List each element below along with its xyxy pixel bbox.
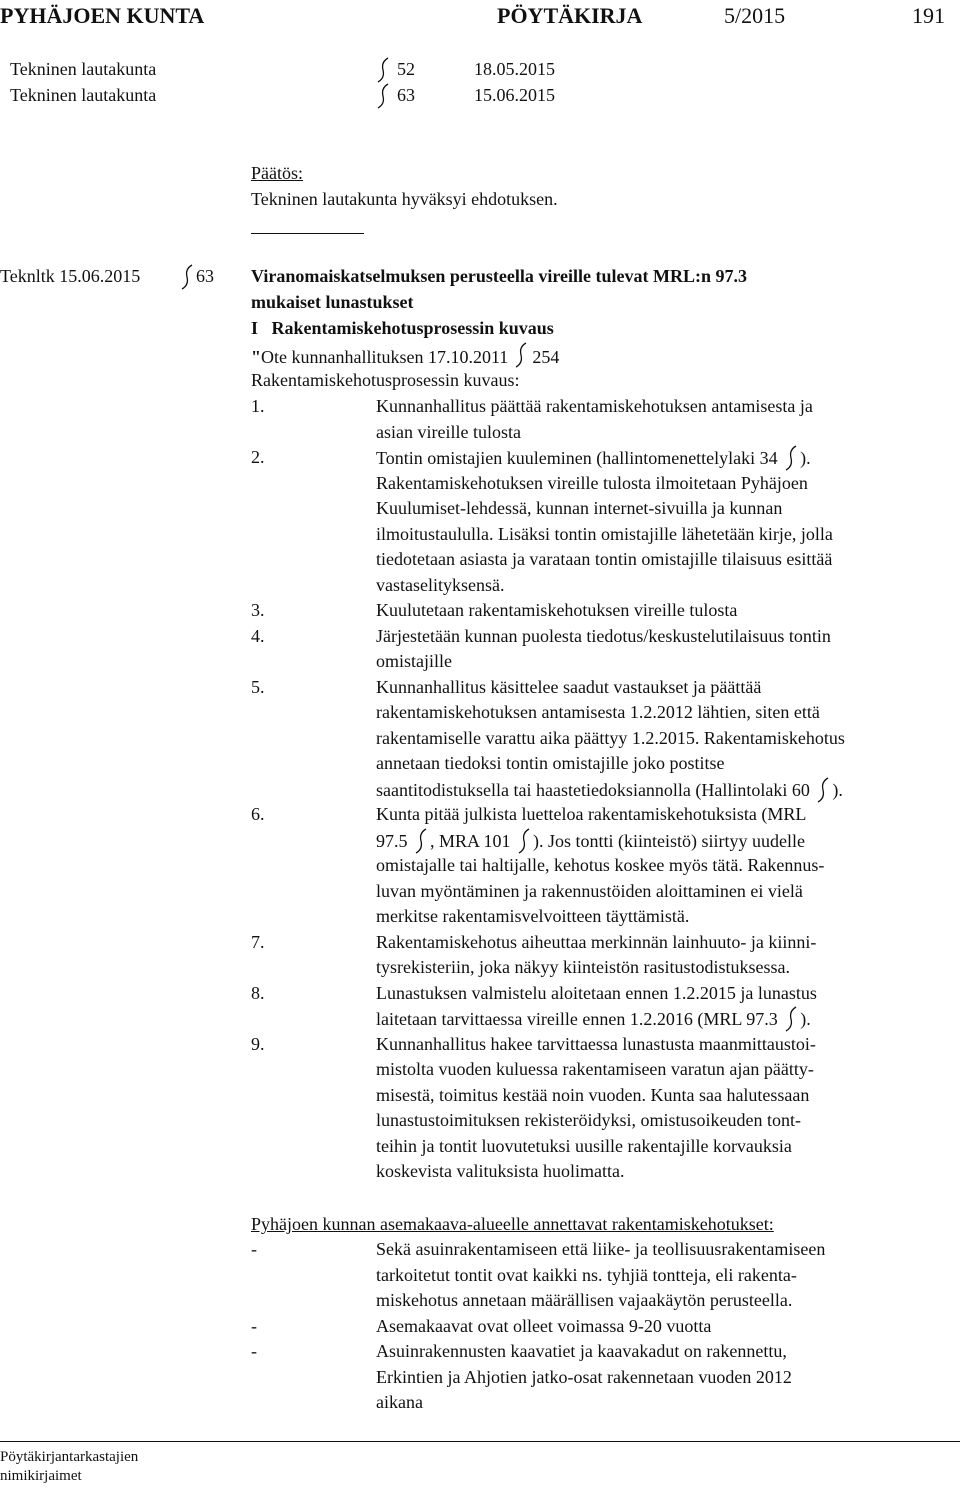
step-row xyxy=(0,777,960,803)
step-row xyxy=(0,726,960,752)
section-sign-icon xyxy=(374,57,392,81)
bullet-row xyxy=(0,1237,960,1263)
issue-number: 5/2015 xyxy=(724,3,786,28)
decision-label: Päätös: xyxy=(251,163,303,183)
section-sign-icon xyxy=(518,828,530,852)
step-row xyxy=(0,573,960,599)
step-row xyxy=(0,930,960,956)
step-text: Kunnanhallitus käsittelee saadut vastaukset ja päättää xyxy=(376,676,762,697)
step-text: misestä, toimitus kestää noin vuoden. Kunta saa halutessaan xyxy=(376,1084,810,1105)
step-text: Kuulutetaan rakentamiskehotuksen vireille tulosta xyxy=(376,600,738,620)
process-heading: Rakentamiskehotusprosessin kuvaus: xyxy=(251,370,520,390)
step-number: 2. xyxy=(251,447,265,467)
step-text: Kuulumiset-lehdessä, kunnan internet-sivuilla ja kunnan xyxy=(376,498,783,518)
bullet-mark: - xyxy=(251,1315,257,1336)
municipality-name: PYHÄJOEN KUNTA xyxy=(0,3,205,28)
step-row xyxy=(0,522,960,548)
quote-text: Ote kunnanhallituksen 17.10.2011 xyxy=(261,347,509,367)
meeting-date-2: 15.06.2015 xyxy=(474,85,555,105)
section-sign-icon xyxy=(785,445,797,469)
step-number: 1. xyxy=(251,396,265,416)
step-row xyxy=(0,445,960,471)
bullet-text: tarkoitetut tontit ovat kaikki ns. tyhjiä tontteja, eli rakenta- xyxy=(376,1264,797,1285)
step-text: omistajille xyxy=(376,651,452,671)
step-text: Kunnanhallitus päättää rakentamiskehotuksen antamisesta ja xyxy=(376,396,813,416)
step-row xyxy=(0,1134,960,1160)
step-text: teihin ja tontit luovutetuksi uusille rakentajille korvauksia xyxy=(376,1135,792,1156)
document-type: PÖYTÄKIRJA xyxy=(497,3,643,28)
quote-line xyxy=(251,342,559,371)
decision-divider xyxy=(251,233,364,234)
step-row xyxy=(0,649,960,675)
section-sign-icon xyxy=(178,264,196,288)
bullet-row xyxy=(0,1365,960,1391)
section-sign-icon xyxy=(415,828,427,852)
step-text: annetaan tiedoksi tontin omistajille joko postitse xyxy=(376,753,725,773)
quote-mark: " xyxy=(251,347,261,367)
step-text: saantitodistuksella tai haastetiedoksiannolla (Hallintolaki 60 ). xyxy=(376,777,843,804)
step-text: rakentamiselle varattu aika päättyy 1.2.2015. Rakentamiskehotus xyxy=(376,727,845,748)
step-text: luvan myöntäminen ja rakennustöiden aloittaminen ei vielä xyxy=(376,880,803,901)
step-number: 8. xyxy=(251,982,265,1003)
area-heading: Pyhäjoen kunnan asemakaava-alueelle annettavat rakentamiskehotukset: xyxy=(251,1214,774,1234)
meeting-date-1: 18.05.2015 xyxy=(474,59,555,79)
decision-text: Tekninen lautakunta hyväksyi ehdotuksen. xyxy=(251,189,558,209)
step-row xyxy=(0,904,960,930)
section-sign-icon xyxy=(515,342,527,366)
step-row xyxy=(0,981,960,1007)
item-subtitle: I Rakentamiskehotusprosessin kuvaus xyxy=(251,318,554,338)
meeting-body-2: Tekninen lautakunta xyxy=(10,85,157,105)
step-number: 4. xyxy=(251,625,265,646)
meeting-section-1: 52 xyxy=(397,59,415,79)
step-text: Lunastuksen valmistelu aloitetaan ennen 1.2.2015 ja lunastus xyxy=(376,982,817,1003)
step-row xyxy=(0,853,960,879)
bullet-row xyxy=(0,1263,960,1289)
step-text: Kunta pitää julkista luetteloa rakentamiskehotuksista (MRL xyxy=(376,804,807,824)
bullet-text: aikana xyxy=(376,1392,423,1412)
step-text: vastaselityksensä. xyxy=(376,574,505,595)
step-text: asian vireille tulosta xyxy=(376,421,521,442)
step-row xyxy=(0,675,960,701)
meeting-body-1: Tekninen lautakunta xyxy=(10,59,157,79)
step-row xyxy=(0,1108,960,1134)
step-text: 97.5 , MRA 101 ). Jos tontti (kiinteistö) siirtyy uudelle xyxy=(376,828,805,855)
step-text: koskevista valituksista huolimatta. xyxy=(376,1161,625,1181)
step-row xyxy=(0,955,960,981)
bullet-text: Asemakaavat ovat olleet voimassa 9-20 vuotta xyxy=(376,1315,712,1336)
step-row xyxy=(0,624,960,650)
bullet-text: Sekä asuinrakentamiseen että liike- ja teollisuusrakentamiseen xyxy=(376,1239,826,1259)
item-section: 63 xyxy=(196,266,214,286)
bullet-row xyxy=(0,1288,960,1314)
step-number: 7. xyxy=(251,931,265,952)
step-row xyxy=(0,394,960,420)
step-text: Järjestetään kunnan puolesta tiedotus/keskustelutilaisuus tontin xyxy=(376,625,831,646)
step-row xyxy=(0,496,960,522)
step-text: ilmoitustaululla. Lisäksi tontin omistajille lähetetään kirje, jolla xyxy=(376,523,833,544)
section-sign-icon xyxy=(374,83,392,107)
bullet-text: Erkintien ja Ahjotien jatko-osat rakennetaan vuoden 2012 xyxy=(376,1366,792,1387)
bullet-text: miskehotus annetaan määrällisen vajaakäytön perusteella. xyxy=(376,1290,793,1310)
section-sign-icon xyxy=(785,1006,797,1030)
bullet-row xyxy=(0,1314,960,1340)
section-sign-icon xyxy=(817,777,829,801)
step-row xyxy=(0,802,960,828)
step-text: Tontin omistajien kuuleminen (hallintomenettelylaki 34 ). xyxy=(376,445,811,472)
bullet-mark: - xyxy=(251,1239,257,1259)
item-reference: Teknltk 15.06.2015 xyxy=(0,266,141,286)
step-text: tiedotetaan asiasta ja varataan tontin omistajille tilaisuus esittää xyxy=(376,549,833,569)
step-text: omistajalle tai haltijalle, kehotus koskee myös tätä. Rakennus- xyxy=(376,855,825,875)
step-row xyxy=(0,1006,960,1032)
bullet-mark: - xyxy=(251,1341,257,1361)
step-row xyxy=(0,547,960,573)
item-title-line-1: Viranomaiskatselmuksen perusteella vireille tulevat MRL:n 97.3 xyxy=(251,266,747,286)
step-row xyxy=(0,471,960,497)
step-text: tysrekisteriin, joka näkyy kiinteistön rasitustodistuksessa. xyxy=(376,957,790,977)
bullet-row xyxy=(0,1390,960,1416)
step-text: lunastustoimituksen rekisteröidyksi, omistusoikeuden tont- xyxy=(376,1110,801,1130)
item-title-line-2: mukaiset lunastukset xyxy=(251,292,414,312)
step-row xyxy=(0,700,960,726)
step-row xyxy=(0,879,960,905)
page-number: 191 xyxy=(912,3,945,28)
step-text: Kunnanhallitus hakee tarvittaessa lunastusta maanmittaustoi- xyxy=(376,1033,816,1054)
meeting-section-2: 63 xyxy=(397,85,415,105)
step-number: 9. xyxy=(251,1033,265,1054)
step-text: mistolta vuoden kuluessa rakentamiseen varatun ajan päätty- xyxy=(376,1059,814,1079)
bullet-text: Asuinrakennusten kaavatiet ja kaavakadut on rakennettu, xyxy=(376,1341,787,1361)
step-row xyxy=(0,420,960,446)
step-row xyxy=(0,1032,960,1058)
step-text: Rakentamiskehotuksen vireille tulosta ilmoitetaan Pyhäjoen xyxy=(376,472,808,493)
footer-divider xyxy=(0,1441,960,1442)
step-text: rakentamiskehotuksen antamisesta 1.2.2012 lähtien, siten että xyxy=(376,702,820,722)
step-row xyxy=(0,598,960,624)
step-row xyxy=(0,1159,960,1185)
step-row xyxy=(0,1057,960,1083)
quote-section: 254 xyxy=(532,347,560,367)
bullet-row xyxy=(0,1339,960,1365)
step-text: laitetaan tarvittaessa vireille ennen 1.2.2016 (MRL 97.3 ). xyxy=(376,1006,811,1033)
step-row xyxy=(0,828,960,854)
step-number: 3. xyxy=(251,600,265,620)
step-row xyxy=(0,1083,960,1109)
step-text: Rakentamiskehotus aiheuttaa merkinnän lainhuuto- ja kiinni- xyxy=(376,931,817,952)
footer-line-2: nimikirjaimet xyxy=(0,1468,82,1484)
step-row xyxy=(0,751,960,777)
step-text: merkitse rakentamisvelvoitteen täyttämistä. xyxy=(376,906,690,926)
step-number: 5. xyxy=(251,676,265,697)
footer-line-1: Pöytäkirjantarkastajien xyxy=(0,1449,139,1465)
step-number: 6. xyxy=(251,804,265,824)
